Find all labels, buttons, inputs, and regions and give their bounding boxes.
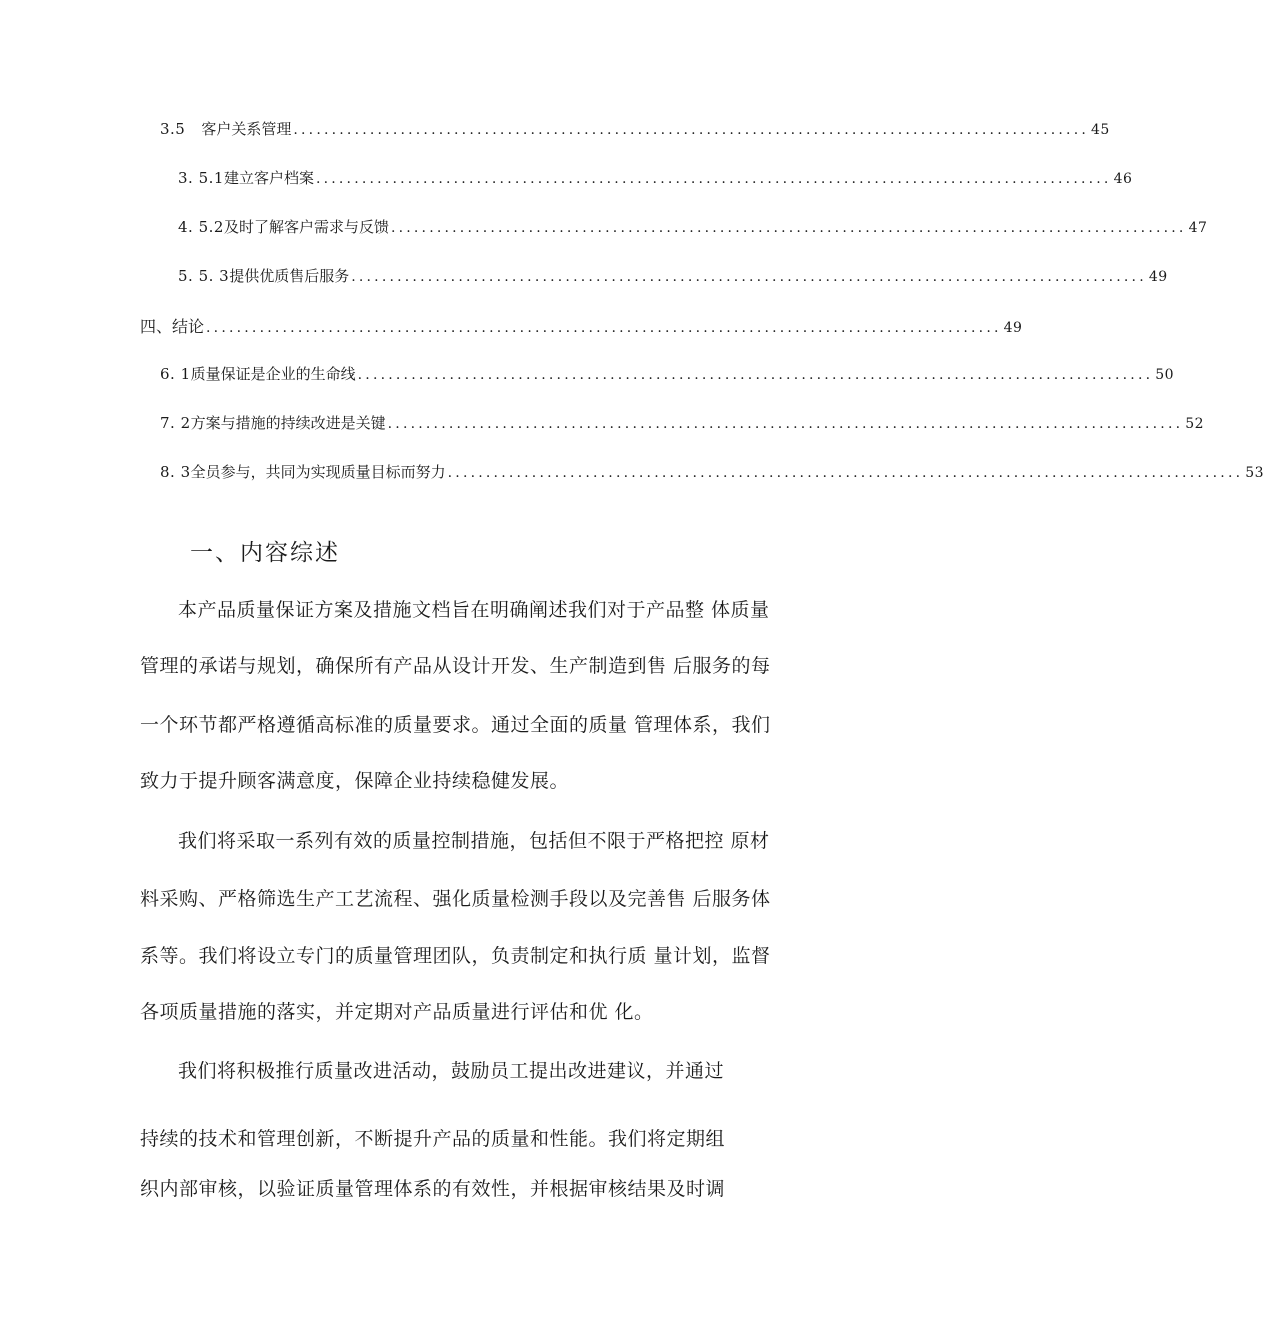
toc-number: 4. 5.2 [178, 218, 224, 236]
toc-page-number: 45 [1091, 122, 1110, 138]
toc-title: 提供优质售后服务 [229, 267, 350, 285]
toc-number: 7. 2 [160, 414, 191, 432]
paragraph-line: 料采购、严格筛选生产工艺流程、强化质量检测手段以及完善售 后服务体 [140, 888, 771, 910]
toc-title: 全员参与，共同为实现质量目标而努力 [190, 463, 446, 481]
toc-title: 客户关系管理 [201, 120, 292, 138]
toc-number: 5. 5. 3 [178, 267, 230, 285]
toc-number: 6. 1 [160, 365, 191, 383]
toc-title: 质量保证是企业的生命线 [190, 365, 356, 383]
paragraph-line: 各项质量措施的落实，并定期对产品质量进行评估和优 化。 [140, 1001, 654, 1023]
toc-entry-conclusion-1[interactable] [160, 363, 1175, 384]
toc-entry-conclusion-3[interactable] [160, 461, 1264, 482]
toc-page-number: 52 [1185, 416, 1205, 432]
paragraph-line: 我们将采取一系列有效的质量控制措施，包括但不限于严格把控 原材 [178, 830, 770, 852]
toc-number: 8. 3 [160, 463, 191, 481]
toc-page-number: 49 [1003, 320, 1023, 336]
toc-title: 建立客户档案 [223, 169, 314, 187]
toc-leader-dots: ........................................................................................................ [206, 320, 1002, 336]
toc-leader-dots: ........................................................................................................ [387, 416, 1184, 432]
paragraph-line: 我们将积极推行质量改进活动，鼓励员工提出改进建议，并通过 [178, 1060, 725, 1082]
toc-entry-conclusion-2[interactable] [160, 412, 1205, 433]
toc-page-number: 47 [1188, 220, 1208, 236]
toc-page-number: 53 [1245, 465, 1264, 481]
toc-leader-dots: ........................................................................................................ [351, 269, 1147, 285]
toc-entry-3-5[interactable] [160, 118, 1110, 139]
paragraph-line: 织内部审核，以验证质量管理体系的有效性，并根据审核结果及时调 [140, 1178, 726, 1200]
paragraph-line: 系等。我们将设立专门的质量管理团队，负责制定和执行质 量计划，监督 [140, 945, 771, 967]
toc-entry-5-3[interactable] [178, 265, 1168, 286]
toc-title: 四、结论 [140, 317, 205, 336]
paragraph-line: 一个环节都严格遵循高标准的质量要求。通过全面的质量 管理体系，我们 [140, 714, 771, 736]
toc-title: 方案与措施的持续改进是关键 [190, 414, 386, 432]
toc-leader-dots: ........................................................................................................ [293, 122, 1089, 138]
toc-entry-5-2[interactable] [178, 216, 1208, 237]
toc-leader-dots: ........................................................................................................ [357, 367, 1154, 383]
toc-entry-3-5-1[interactable] [178, 167, 1133, 188]
toc-page-number: 46 [1113, 171, 1133, 187]
toc-number: 3. 5.1 [178, 169, 224, 187]
toc-page-number: 50 [1155, 367, 1175, 383]
toc-leader-dots: ........................................................................................................ [447, 465, 1244, 481]
paragraph-line: 本产品质量保证方案及措施文档旨在明确阐述我们对于产品整 体质量 [178, 599, 770, 621]
section-heading: 一、内容综述 [190, 540, 340, 566]
toc-entry-conclusion[interactable] [140, 314, 1023, 337]
paragraph-line: 持续的技术和管理创新，不断提升产品的质量和性能。我们将定期组 [140, 1128, 726, 1150]
toc-leader-dots: ........................................................................................................ [390, 220, 1187, 236]
toc-page-number: 49 [1148, 269, 1168, 285]
toc-leader-dots: ........................................................................................................ [315, 171, 1112, 187]
paragraph-line: 管理的承诺与规划，确保所有产品从设计开发、生产制造到售 后服务的每 [140, 655, 771, 677]
toc-number: 3.5 [160, 120, 186, 138]
paragraph-line: 致力于提升顾客满意度，保障企业持续稳健发展。 [140, 770, 570, 792]
toc-title: 及时了解客户需求与反馈 [223, 218, 389, 236]
